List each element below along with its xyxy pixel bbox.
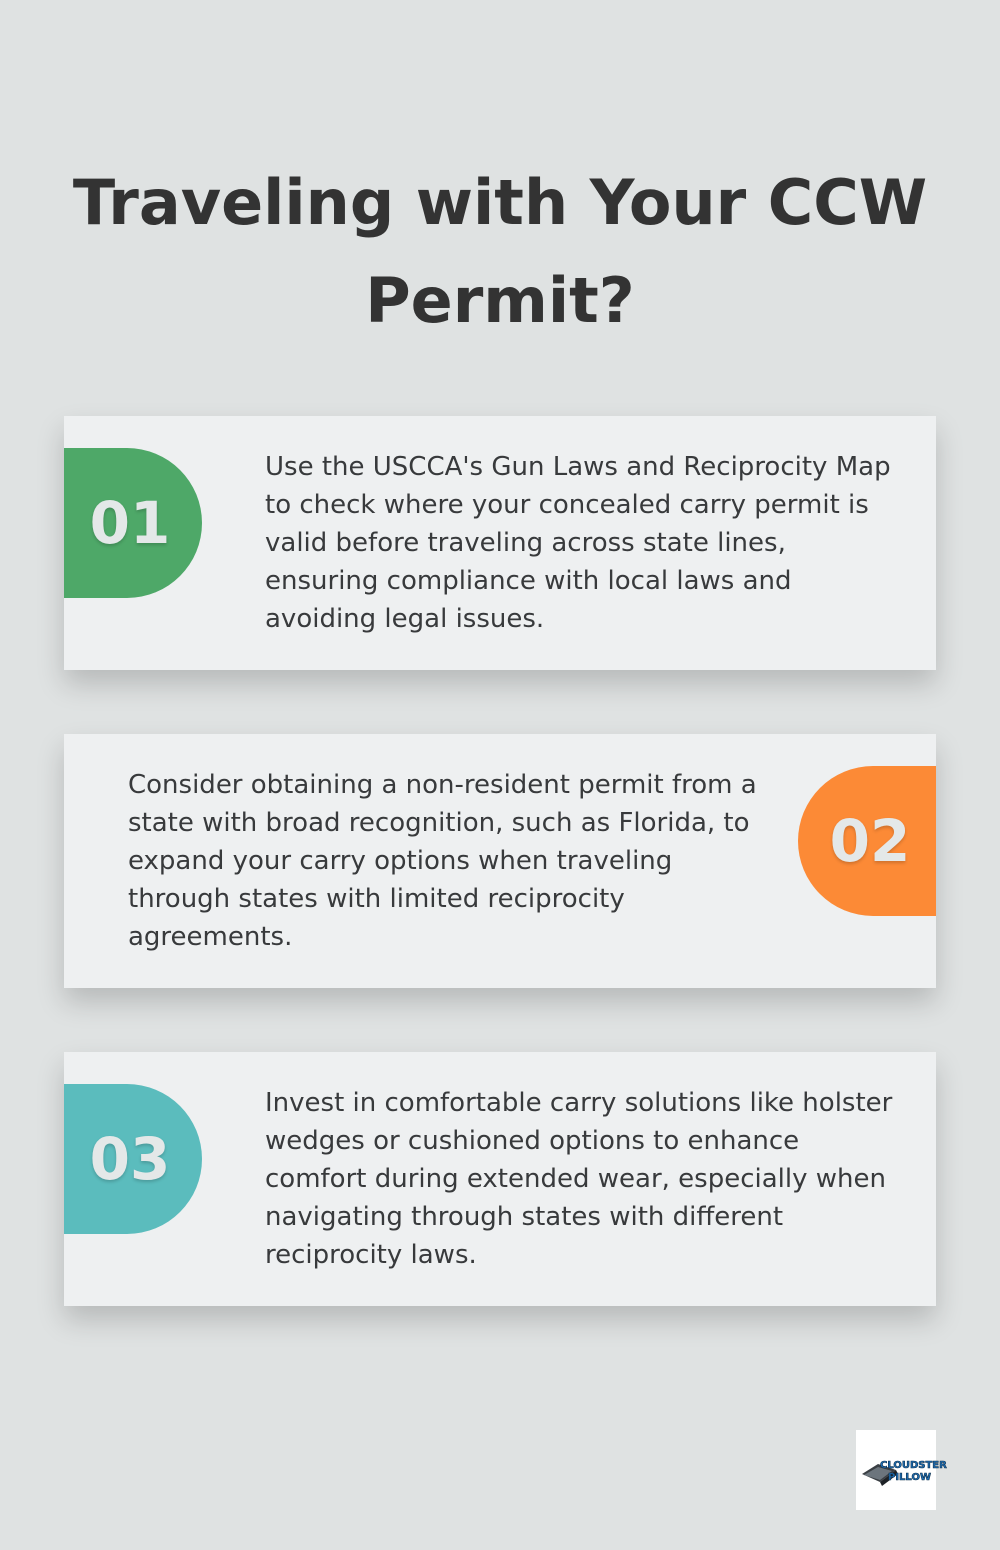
step-number-badge: 03 xyxy=(64,1084,202,1234)
tip-text: Use the USCCA's Gun Laws and Reciprocity Map to check where your concealed carry permit is valid before traveling across state lines, ensuring compliance with local laws and avoiding legal issues. xyxy=(265,452,891,634)
tip-card-2 xyxy=(64,734,936,988)
svg-text:PILLOW: PILLOW xyxy=(888,1472,931,1483)
tip-card-1 xyxy=(64,416,936,670)
brand-logo xyxy=(856,1430,947,1510)
tip-text: Consider obtaining a non-resident permit from a state with broad recognition, such as Florida, to expand your carry options when traveling through states with limited reciprocity agreements. xyxy=(128,770,757,952)
tip-card-3 xyxy=(64,1052,936,1306)
svg-text:CLOUDSTER: CLOUDSTER xyxy=(880,1460,947,1471)
pillow-logo-icon xyxy=(858,1450,947,1490)
step-number-badge: 01 xyxy=(64,448,202,598)
page-title: Traveling with Your CCW Permit? xyxy=(72,165,928,337)
tip-text: Invest in comfortable carry solutions like holster wedges or cushioned options to enhance comfort during extended wear, especially when navigating through states with different reciprocity laws. xyxy=(265,1088,893,1270)
step-number-badge: 02 xyxy=(798,766,936,916)
